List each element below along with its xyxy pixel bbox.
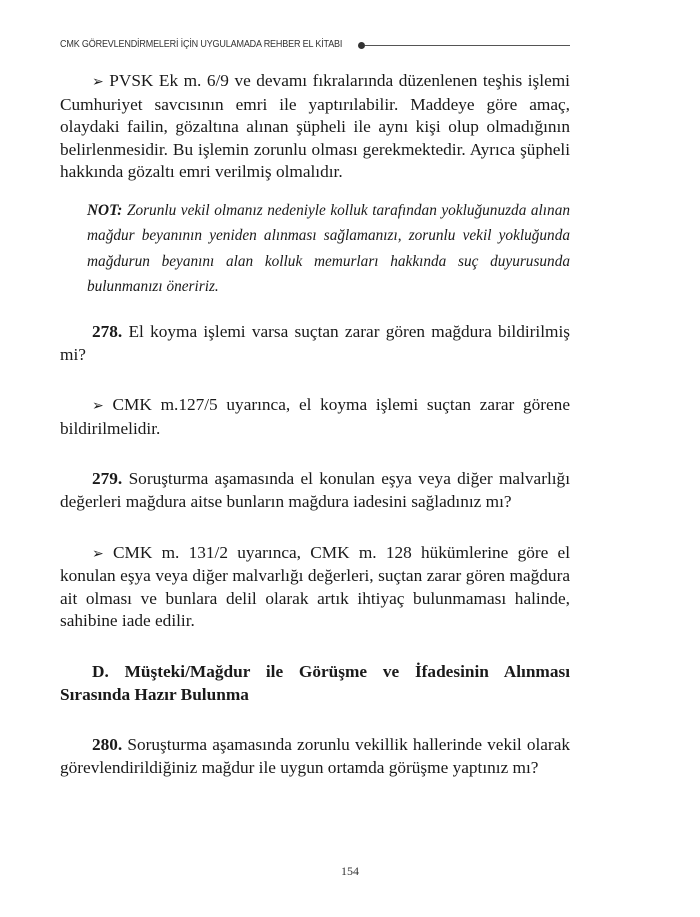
question-280 xyxy=(60,734,570,779)
answer-text: PVSK Ek m. 6/9 ve devamı fıkralarında düzenlenen teşhis işlemi Cumhuriyet savcısının emri ile yaptırılabilir. Maddeye göre amaç, olaydaki failin, gözaltına alınan şüpheli ile aynı kişi olup olmadığının belirlenmesidir. Bu işlemin zorunlu olması gerekmektedir. Ayrıca şüpheli hakkında gözaltı emri verilmiş olmalıdır. xyxy=(60,71,570,182)
question-278 xyxy=(60,321,570,366)
question-279 xyxy=(60,468,570,513)
note-box xyxy=(87,198,570,300)
question-number: 280. xyxy=(92,735,123,755)
answer-278 xyxy=(60,394,570,440)
note-text: Zorunlu vekil olmanız nedeniyle kolluk tarafından yokluğunuzda alınan mağdur beyanının yeniden alınması sağlamanızı, zorunlu vekil yokluğunda mağdurun beyanını alan kolluk memurları hakkında suç duyurusunda bulunmanızı öneririz. xyxy=(87,201,570,296)
header-bullet-dot xyxy=(358,42,365,49)
section-heading: D. Müşteki/Mağdur ile Görüşme ve İfadesinin Alınması Sırasında Hazır Bulunma xyxy=(60,661,570,704)
arrow-bullet-icon: ➢ xyxy=(92,74,104,90)
page-number: 154 xyxy=(341,864,359,878)
question-number: 279. xyxy=(92,469,123,489)
arrow-bullet-icon: ➢ xyxy=(92,545,104,562)
question-text: El koyma işlemi varsa suçtan zarar gören mağdura bildirilmiş mi? xyxy=(60,321,570,364)
question-text: Soruşturma aşamasında zorunlu vekillik hallerinde vekil olarak görevlendirildiğiniz mağdur ile uygun ortamda görüşme yaptınız mı? xyxy=(60,735,571,777)
arrow-bullet-icon: ➢ xyxy=(92,398,104,415)
answer-text: CMK m. 131/2 uyarınca, CMK m. 128 hükümlerine göre el konulan eşya veya diğer malvarlığı değerleri, suçtan zarar gören mağdura ait olması ve bunlara delil olarak artık ihtiyaç bulunmaması halinde, sahibine iade edilir. xyxy=(60,542,570,631)
running-header xyxy=(60,38,570,54)
answer-paragraph-pvsk xyxy=(60,70,570,184)
question-text: Soruşturma aşamasında el konulan eşya veya diğer malvarlığı değerleri mağdura aitse bunların mağdura iadesini sağladınız mı? xyxy=(60,469,570,511)
running-header-title: CMK GÖREVLENDİRMELERİ İÇİN UYGULAMADA REHBER EL KİTABI xyxy=(60,38,343,50)
question-number: 278. xyxy=(92,321,123,341)
answer-279 xyxy=(60,542,570,633)
answer-text: CMK m.127/5 uyarınca, el koyma işlemi suçtan zarar görene bildirilmelidir. xyxy=(60,395,570,438)
header-rule xyxy=(365,45,570,46)
note-label: NOT: xyxy=(87,201,123,219)
page-body xyxy=(60,70,570,779)
